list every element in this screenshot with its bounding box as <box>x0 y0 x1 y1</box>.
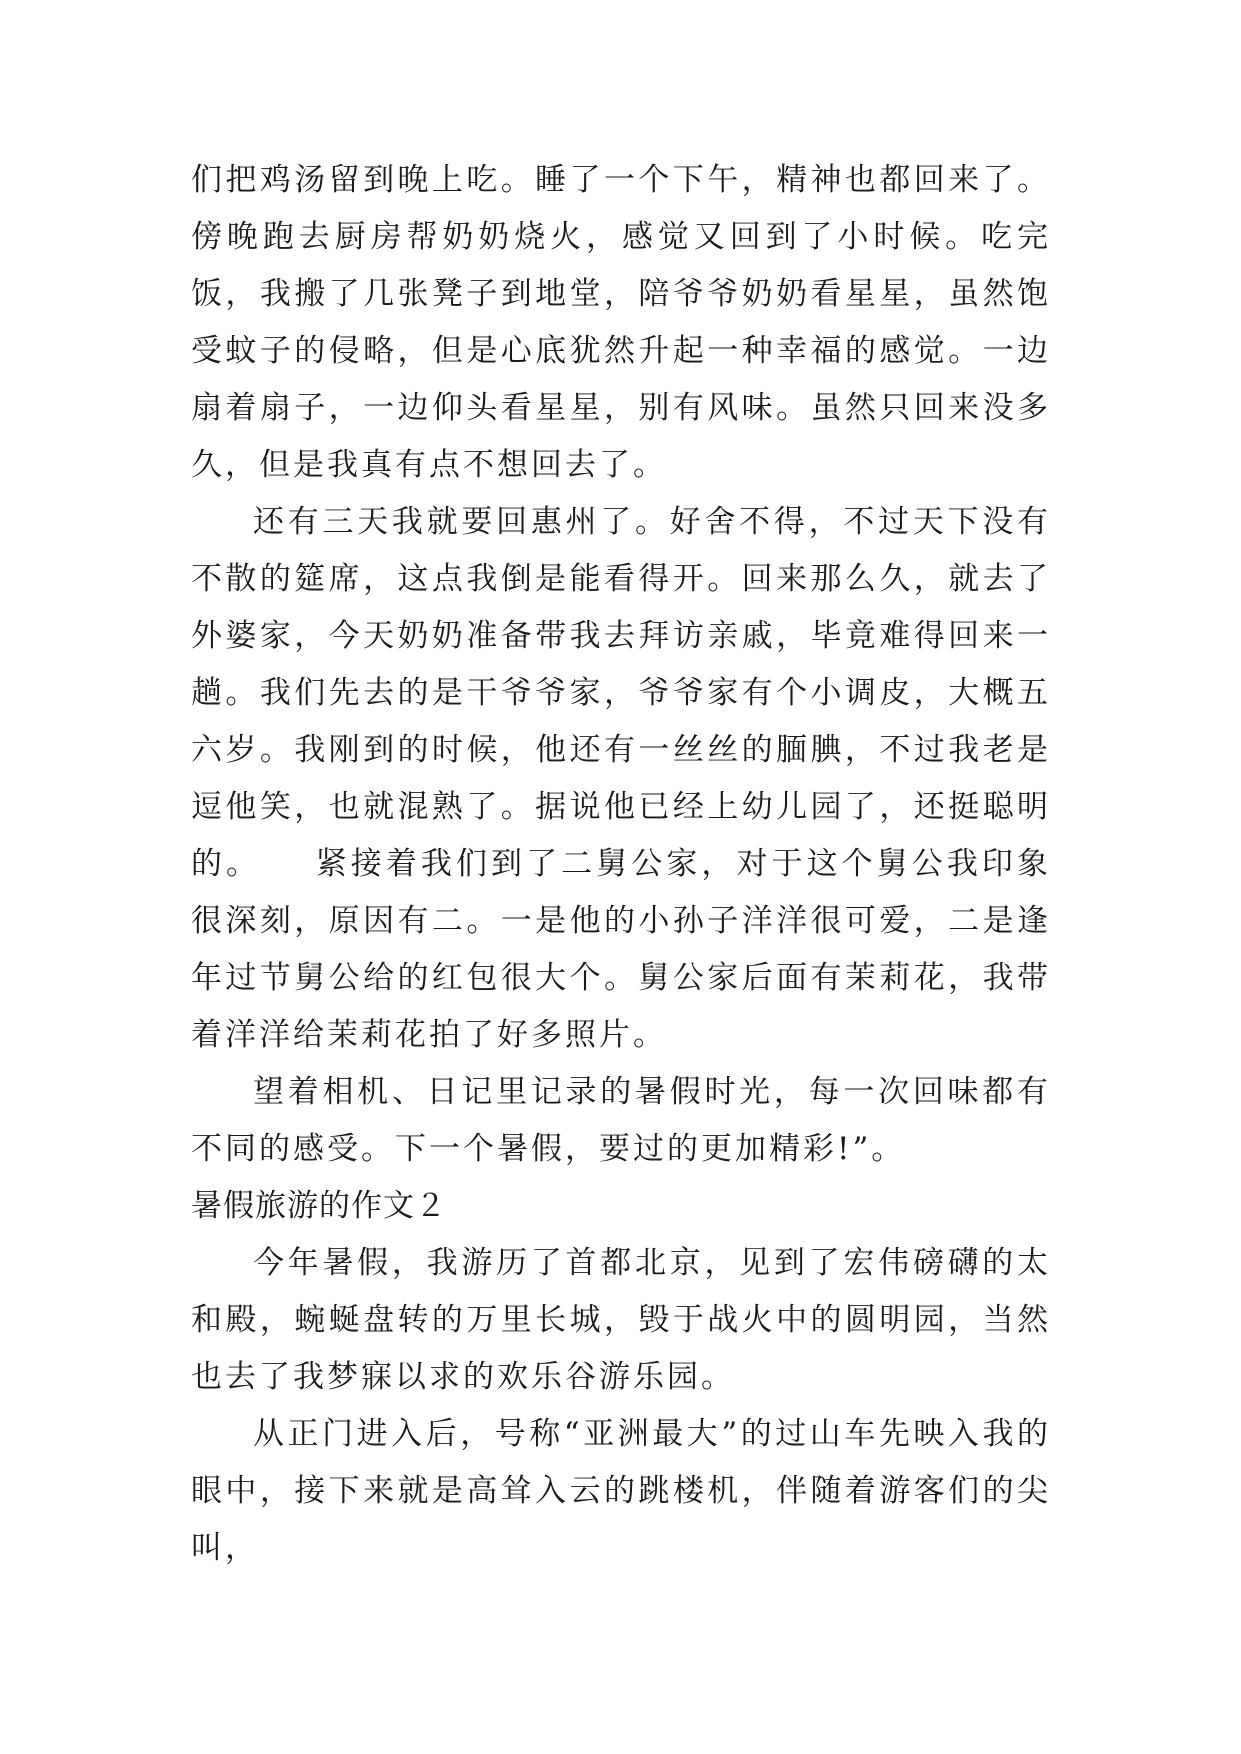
document-body <box>191 152 1051 1577</box>
paragraph-continuation: 们把鸡汤留到晚上吃。睡了一个下午，精神也都回来了。傍晚跑去厨房帮奶奶烧火，感觉又回到了小时候。吃完饭，我搬了几张凳子到地堂，陪爷爷奶奶看星星，虽然饱受蚊子的侵略，但是心底犹然升起一种幸福的感觉。一边扇着扇子，一边仰头看星星，别有风味。虽然只回来没多久，但是我真有点不想回去了。 <box>191 162 1051 483</box>
paragraph-visit-relatives: 还有三天我就要回惠州了。好舍不得，不过天下没有不散的筵席，这点我倒是能看得开。回来那么久，就去了外婆家，今天奶奶准备带我去拜访亲戚，毕竟难得回来一趟。我们先去的是干爷爷家，爷爷家有个小调皮，大概五六岁。我刚到的时候，他还有一丝丝的腼腆，不过我老是逗他笑，也就混熟了。据说他已经上幼儿园了，还挺聪明的。 紧接着我们到了二舅公家，对于这个舅公我印象很深刻，原因有二。一是他的小孙子洋洋很可爱，二是逢年过节舅公给的红包很大个。舅公家后面有茉莉花，我带着洋洋给茉莉花拍了好多照片。 <box>191 504 1051 1053</box>
paragraph-summer-memories: 望着相机、日记里记录的暑假时光，每一次回味都有不同的感受。下一个暑假，要过的更加精彩!”。 <box>191 1074 1051 1167</box>
essay-heading: 暑假旅游的作文２ <box>191 1188 447 1224</box>
paragraph-beijing-trip: 今年暑假，我游历了首都北京，见到了宏伟磅礴的太和殿，蜿蜒盘转的万里长城，毁于战火中的圆明园，当然也去了我梦寐以求的欢乐谷游乐园。 <box>191 1245 1051 1395</box>
paragraph-happy-valley: 从正门进入后，号称“亚洲最大”的过山车先映入我的眼中，接下来就是高耸入云的跳楼机，伴随着游客们的尖叫， <box>191 1416 1051 1566</box>
